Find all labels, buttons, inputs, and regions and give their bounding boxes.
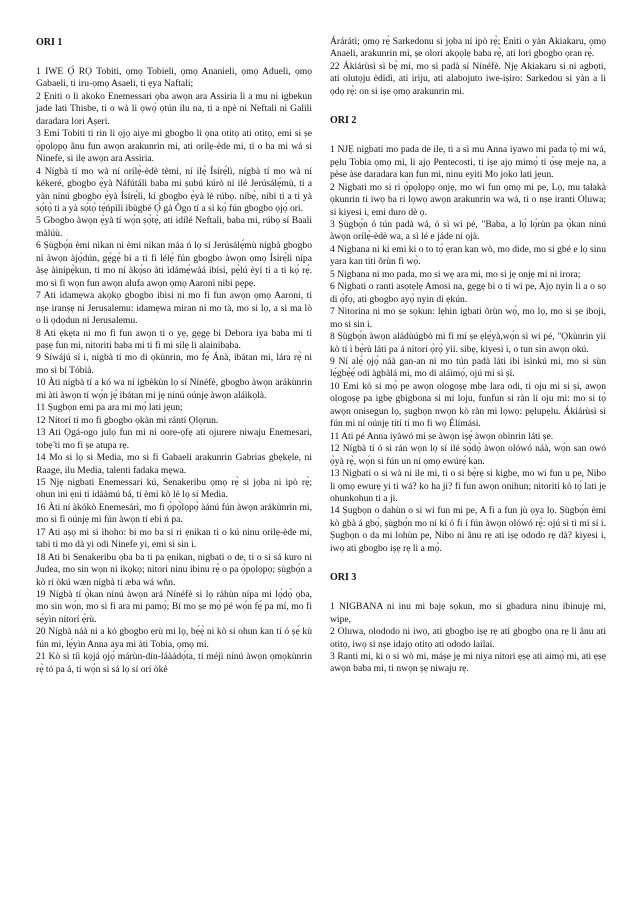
spacer xyxy=(330,98,606,114)
verse: 2 Nigbati mo si ri ọ̀pọlọpọ onjẹ, mo wi fun ọmọ mi pe, Lọ, mu talakà ọkunrin ti iwọ ba ri lọwọ awọn arakunrin wa wá, ti o nṣe iranti Oluwa; si kiyesi i, emi duro dè ọ. xyxy=(330,181,606,218)
verse: 14 Mo si lọ si Media, mo si fi Gabaeli arakunrin Gabrias gbẹkẹle, ni Raage, ilu Media, talenti fadaka mẹwa. xyxy=(36,452,312,476)
verse: 5 Gbogbo àwọn ẹ̀yà tí wọ́n ṣọ̀tẹ̀, ati idílé Neftali, baba mi, rúbọ sí Baali màlúù. xyxy=(36,215,312,239)
chapter-heading-1: ORI 1 xyxy=(36,37,63,48)
verse: 13 Ati Ọgá-ogo julọ fun mi ni oore-ọfẹ ati ojurere niwaju Enemesari, tobẹ̃ ti mo fi ṣe atupa rẹ. xyxy=(36,427,312,451)
verse: 4 Nigbana ni ki emi ki o to tọ́ ẹran kan wò, mo dide, mo si gbé e lọ sinu yara kan titi õrùn fi wọ̀. xyxy=(330,243,606,268)
verse: 9 Ní alẹ́ ọjọ́ náà gan-an ni mo tún padà láti ibi ìsìnkú mi, mo sì sùn lẹ́gbẹ̀ẹ́ odi àgbàlá mi, mo di aláìmọ́, ojú mi sì ṣí. xyxy=(330,355,606,380)
verse: 5 Nigbana ni mo pada, mo si wẹ ara mi, mo si jẹ onjẹ mi ni irora; xyxy=(330,268,581,280)
verses-chapter-1-continued xyxy=(330,36,606,98)
verse: 1 IWE Ọ̀ RỌ Tobiti, ọmọ Tobieli, ọmọ Ananieli, ọmọ Adueli, ọmọ Gabaeli, ti iru-ọmọ Asaeli, ti ẹya Naftali; xyxy=(36,66,312,90)
verse: 16 Àti ní àkókò Enemesárì, mo fi ọ̀pọ̀lọpọ̀ àánú fún àwọn arákùnrin mi, mo sì fi oúnjẹ mi fún àwọn tí ebi ń pa. xyxy=(36,501,312,526)
verse: 8 Ati ẹkẹta ni mo fi fun awọn ti o yẹ, gẹgẹ bi Debora iya baba mi ti paṣẹ fun mi, nitoriti baba mi ti fi mi silẹ li alainibaba. xyxy=(36,327,312,351)
verse: 7 Nitorina ni mo ṣe sọkun: lẹhin igbati õrùn wọ̀, mo lọ, mo si ṣe iboji, mo si sin i. xyxy=(330,306,606,330)
verse: 20 Nígbà náà ni a kó gbogbo ẹrù mi lọ, bẹ́ẹ̀ ni kò sí ohun kan tí ó ṣẹ́ kù fún mi, lẹ́yìn Anna aya mi àti Tobia, ọmọ mi. xyxy=(36,626,312,650)
verse: 12 Nígbà tí ó sì rán wọn lọ sí ilé sọ̀dọ̀ àwọn olówó náà, wọ́n san owó ọ̀yà rẹ̀, wọ́n sì fún un ní ọmọ ewúrẹ́ kan. xyxy=(330,443,606,467)
verse: 19 Nígbà tí ọ̀kan nínú àwọn ará Nínéfè sì lọ ráhùn nípa mi lọ́dọ̀ ọba, mo sin wọ́n, mo sì fi ara mi pamọ́; Bí mo ṣe mọ̀ pé wọ́n fẹ́ pa mí, mo fi sẹ́yìn nítorí ẹ̀rù. xyxy=(36,589,312,625)
verse: 18 Ati bi Senakeribu ọba ba ti pa ẹnikan, nigbati o de, ti o si sá kuro ni Judea, mo sin wọn ni ikọkọ; nitori ninu ibinu rẹ̀ o pa ọ̀pọlọpọ; ṣùgbọ́n a kò rí òkú wæn nígbà tí æba wá wñn. xyxy=(36,551,312,588)
verse: 15 Njẹ nigbati Enemessari kú, Senakeribu ọmọ rẹ̀ si jọba ni ipò rẹ̀; ohun inì ẹni ti idààmú bá, tí èmi kò lè lọ sí Media. xyxy=(36,476,312,501)
verse: 14 Ṣugbọn o dahùn o si wi fun mi pe, A fi a fun jù ọya lọ. Ṣùgbọ́n èmi kò gbà á gbọ́, ṣùgbọ́n mo ní kí ó fi í fún àwọn olówó rẹ̀: ojú sì tì mí sí i. Ṣugbọn o da mi lohùn pe, Nibo ni ãnu rẹ ati iṣẹ ododo rẹ dà? kiyesi i, iwọ ati gbogbo iṣẹ rẹ li a mọ̀. xyxy=(330,505,606,554)
verse: 10 Àti nígbà tí a kó wa ní ìgbèkùn lọ sí Nínéfè, gbogbo àwọn arákùnrin mi àti àwọn tí wọ́n jẹ́ ìbátan mi jẹ nínú oúnjẹ àwọn aláìkọlà. xyxy=(36,377,312,401)
verse: 3 Ranti mi, ki o si wò mi, máṣe jẹ mi niya nitori ẹṣẹ ati aimọ̀ mi, ati ẹṣẹ awọn baba mi, ti nwọn ṣẹ niwaju rẹ. xyxy=(330,651,606,675)
verses-chapter-3 xyxy=(330,601,606,676)
verse: 11 Ati pé Anna iyàwó mi ṣe àwọn iṣẹ́ àwọn obìnrin láti ṣe. xyxy=(330,430,554,442)
verse: 6 Nigbati o ranti asọtẹlẹ Amosi na, gẹgẹ bi o ti wi pe, Ajọ nyin li a o sọ di ọ̀fọ, ati gbogbo ayọ̀ nyin di ẹkún. xyxy=(330,281,606,305)
chapter-heading-2: ORI 2 xyxy=(330,115,357,127)
verse: Árárátì; ọmọ rẹ̀ Sarkedonu sì jọba ní ipò rẹ̀; Ẹniti o yàn Akiakaru, ọmọ Anaeli, arakunrin mi, ṣe olori akọọlẹ baba rẹ̀, ati lori gbogbo ọran rẹ̀. xyxy=(330,36,606,60)
verse: 6 Ṣùgbọ́n èmi nìkan ni èmi nìkan máa ń lọ sí Jerúsálẹ́mù nígbà gbogbo ní àwọn àjọ̀dún, gẹ́gẹ́ bí a ti fi lélẹ̀ fún gbogbo àwọn ọmọ Ísírẹ́lì nípa àṣẹ àìnípẹ̀kun, tí mo ní àkọ́so àti ìdámẹ́wàá ìbísí, pẹ̀lú èyí tí a ti kọ́ rẹ́. mo sì fi wọn fun awọn alufa awọn ọmọ Aaroni nibi pẹpẹ. xyxy=(36,240,312,289)
verse: 1 NJẸ nigbati mo pada de ile, ti a si mu Anna iyawo mi pada tọ̀ mi wá, pẹlu Tobia ọmọ mi, li ajọ Pentecosti, ti iṣe ajọ mimọ́ ti ọ̀sẹ meje na, a pèse àse daradara kan fun mi, ninu eyiti Mo joko lati jẹun. xyxy=(330,144,606,181)
spacer xyxy=(330,555,606,571)
verses-chapter-1 xyxy=(36,66,312,676)
verse: 3 Ṣùgbọ́n ó tún padà wá, ó sì wí pé, "Baba, a lọ́ lọ́rùn pa ọ̀kan nínú àwọn orílẹ̀-èdè wa, a sì lé e jáde ní ọjà. xyxy=(330,218,606,243)
verse: 3 Emi Tobiti ti rin li ọjọ aiye mi gbogbo li ọna otitọ ati otitọ, emi si ṣe ọ̀pọlọpọ ãnu fun awọn arakunrin mi, ati orilẹ-ède mi, ti o ba mi wá si Ninefe, si ilẹ awọn ara Assiria. xyxy=(36,128,312,165)
verse: 11 Ṣugbọn emi pa ara mi mọ́ lati jẹun; xyxy=(36,402,183,414)
right-column xyxy=(330,36,606,676)
left-column xyxy=(36,36,312,676)
verse: 10 Emi kò si mọ̀ pe awọn ologoṣẹ mbẹ lara odi, ti oju mi si ṣi, awọn ologoṣẹ pa igbẹ gbigbona si mi loju, funfun si ràn lí oju mi: mo si tọ̀ awọn onisegun lọ, ṣugbọn nwọn kò ràn mi lọwọ: pẹlupẹlu. Ákiárùsì sì fún mi ní oúnjẹ títí tí mo fi wọ Élímásì. xyxy=(330,380,606,430)
verse: 2 Ẹniti o li akoko Enemessari ọba awọn ara Assiria li a mu ni igbekun jade lati Thisbe, ti o wà li ọwọ́ ọtún ilu na, ti a npè ni Neftali ni Galili daradara lori Aṣeri. xyxy=(36,90,312,127)
verses-chapter-2 xyxy=(330,144,606,555)
verse: 1 NIGBANA ni inu mi bajẹ sọkun, mo si gbadura ninu ibinujẹ mi, wipe, xyxy=(330,601,606,625)
verse: 4 Nígbà tí mo wà ní orílẹ̀-èdè tèmi, ní ilẹ̀ Ísírẹ́lì, nígbà tí mo wà ní kékeré, gbogbo ẹ̀yà Náfútálì baba mi ṣubú kúrò ní ilé Jerúsálẹ́mù, tí a yàn nínú gbogbo ẹ̀yà Ísírẹ́lì, kí gbogbo ẹ̀yà lè rúbọ. níbẹ̀, níbi ti a ti yà sọ́tọ̀ ti a yà sọ́tọ̀ tẹ́ńpìlì ìbùgbé Ọ̀ gá Ògo tí a sì kọ́ fún gbogbo ọjọ́ orí. xyxy=(36,165,312,214)
verse: 22 Ákiárùsì sì bẹ̀ mí, mo sì padà sí Nínéfè. Njẹ Akiakaru si ni agbọti, ati olutọju èdidì, ati iriju, ati alabojuto iwe-iṣiro: Sarkedou si yàn a li ọdọ rẹ̀: on si iṣe ọmọ arakunrin mi. xyxy=(330,60,606,97)
verse: 21 Kò sì tíì kọjá ọjọ́ márùn-dín-láàádọ́ta, tí méjì nínú àwọn ọmọkùnrin rẹ̀ tó pa á, tí wọ́n sì sá lọ sí orí òkè xyxy=(36,651,312,675)
verse: 9 Síwájú sí i, nígbà tí mo di ọkùnrin, mo fẹ́ Ánà, ìbátan mi, lára rẹ̀ ni mo sì bí Tóbìà. xyxy=(36,352,312,376)
verse: 13 Nigbati o si wà ni ile mi, ti o si bẹ̀rẹ si kigbe, mo wi fun u pe, Nibo li ọmọ ewurẹ yi ti wá? ko ha ji? fi fun awọn onihun; nitoriti kò tọ́ lati jẹ ohunkohun ti a ji. xyxy=(330,468,606,504)
chapter-heading-3: ORI 3 xyxy=(330,572,357,584)
verse: 7 Ati idamẹwa akọkọ gbogbo ibisi ni mo fi fun awọn ọmọ Aaroni, ti nṣe iranṣẹ ni Jerusalemu: idamẹwa miran ni mo tà, mo si lọ, a si ma lò o li ọdọdun ni Jerusalemu. xyxy=(36,290,312,327)
verse: 2 Oluwa, olododo ni iwọ, ati gbogbo iṣẹ rẹ ati gbogbo ọna rẹ li ãnu ati otitọ, iwọ si nṣe idajọ otitọ ati ododo lailai. xyxy=(330,626,606,650)
verse: 12 Nítorí tí mo fi gbogbo ọkàn mi rántí Ọlọrun. xyxy=(36,414,219,426)
verse: 17 Ati aṣọ mi si ìhoho: bi mo ba si ri ẹnikan ti o kú ninu orilẹ-ède mi, tabi ti mo dà yi odi Ninefe yi, emi si sin i. xyxy=(36,526,312,551)
verse: 8 Ṣùgbọ́n àwọn aládùúgbò mi fi mí ṣe ẹlẹ́yà,wọ́n sì wí pé, "Ọkùnrin yìí kò tí ì bẹ̀rù láti pa á nítorí ọ̀rọ̀ yìí. sibẹ, kiyesi i, o tun sin awọn okú. xyxy=(330,331,606,355)
